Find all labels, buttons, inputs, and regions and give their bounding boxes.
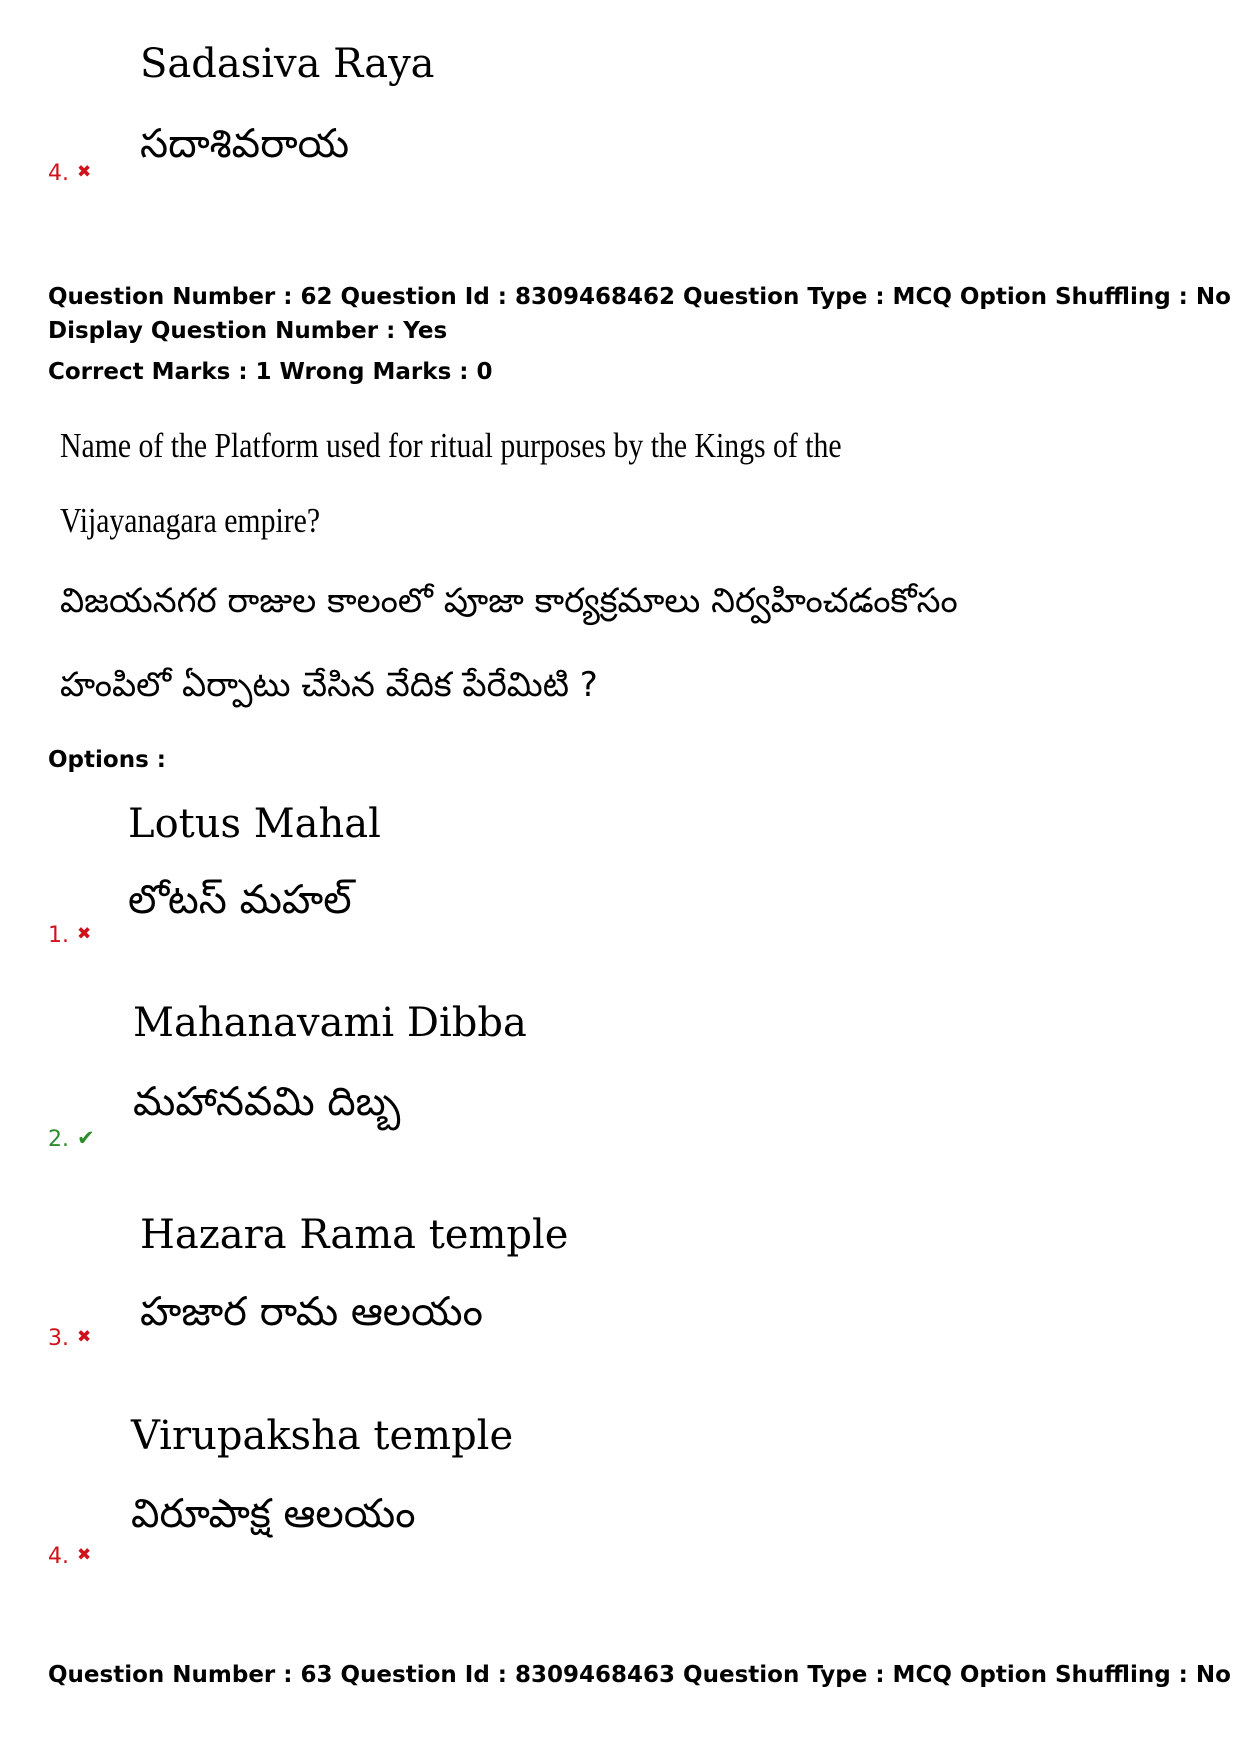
option-3-telugu: హజార రామ ఆలయం <box>140 1289 483 1335</box>
option-2-telugu: మహానవమి దిబ్బ <box>133 1079 401 1125</box>
option-4-number: 4. <box>48 1544 69 1569</box>
option-1-english: Lotus Mahal <box>128 801 381 847</box>
question-display-number: Display Question Number : Yes <box>48 318 448 344</box>
question-text-te-line-1: విజయనగర రాజుల కాలంలో పూజా కార్యక్రమాలు నిర్వహించడంకోసం <box>60 581 958 621</box>
options-label: Options : <box>48 747 166 773</box>
question-text-te-line-2: హంపిలో ఏర్పాటు చేసిన వేదిక పేరేమిటి ? <box>60 665 598 705</box>
prev-option-4-english: Sadasiva Raya <box>140 41 435 87</box>
option-4-telugu: విరూపాక్ష ఆలయం <box>131 1491 416 1537</box>
cross-icon: ✖ <box>77 1327 92 1347</box>
prev-option-4-number: 4. <box>48 161 69 186</box>
prev-option-4-marker <box>48 163 91 185</box>
option-2-english: Mahanavami Dibba <box>133 1000 527 1046</box>
option-2-number: 2. <box>48 1127 69 1152</box>
option-1-marker <box>48 925 91 947</box>
option-3-marker <box>48 1328 91 1350</box>
question-meta-line: Question Number : 62 Question Id : 8309468462 Question Type : MCQ Option Shuffling : No <box>48 284 1231 310</box>
option-1-telugu: లోటస్ మహల్ <box>128 877 352 923</box>
option-1-number: 1. <box>48 923 69 948</box>
prev-option-4-telugu: సదాశివరాయ <box>140 121 350 167</box>
next-question-meta-line: Question Number : 63 Question Id : 8309468463 Question Type : MCQ Option Shuffling : No <box>48 1662 1231 1688</box>
question-text-en-line-2: Vijayanagara empire? <box>60 501 321 540</box>
option-4-english: Virupaksha temple <box>131 1413 514 1459</box>
cross-icon: ✖ <box>77 162 92 182</box>
option-2-marker <box>48 1128 95 1151</box>
cross-icon: ✖ <box>77 1545 92 1565</box>
cross-icon: ✖ <box>77 924 92 944</box>
option-4-marker <box>48 1546 91 1568</box>
check-icon: ✔ <box>77 1126 95 1150</box>
option-3-english: Hazara Rama temple <box>140 1212 569 1258</box>
option-3-number: 3. <box>48 1326 69 1351</box>
question-marks: Correct Marks : 1 Wrong Marks : 0 <box>48 359 493 385</box>
question-text-en-line-1: Name of the Platform used for ritual purposes by the Kings of the <box>60 426 842 465</box>
